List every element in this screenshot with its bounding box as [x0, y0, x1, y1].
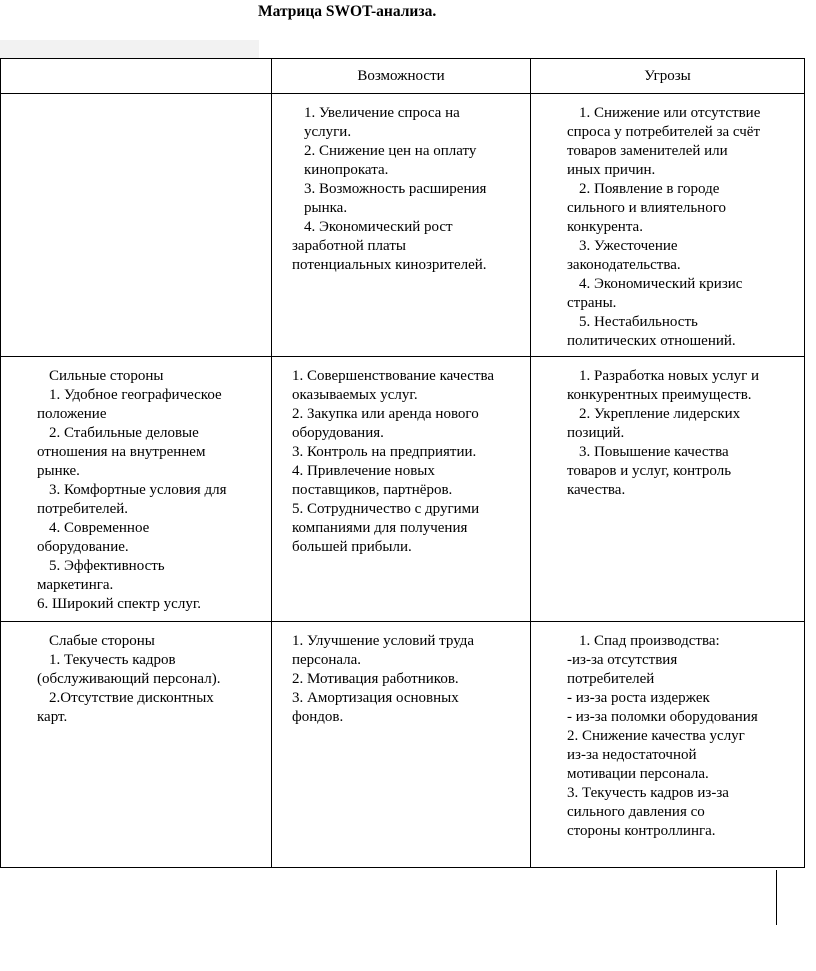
- list-line: кинопроката.: [304, 162, 389, 178]
- list-line: 1. Удобное географическое: [49, 387, 222, 403]
- list-line: мотивации персонала.: [567, 766, 709, 782]
- list-line: - из-за поломки оборудования: [567, 709, 758, 725]
- list-line: оборудования.: [292, 425, 384, 441]
- document-title: Матрица SWOT-анализа.: [258, 3, 437, 20]
- weaknesses-heading: Слабые стороны: [49, 633, 155, 649]
- list-line: 6. Широкий спектр услуг.: [37, 596, 202, 612]
- list-line: 3. Контроль на предприятии.: [292, 444, 477, 460]
- list-line: 3. Ужесточение: [579, 238, 678, 254]
- list-line: оказываемых услуг.: [292, 387, 418, 403]
- list-line: положение: [37, 406, 107, 422]
- list-line: 1. Спад производства:: [579, 633, 720, 649]
- threats-list: [531, 94, 804, 351]
- list-line: отношения на внутреннем: [37, 444, 206, 460]
- list-line: 3. Комфортные условия для: [49, 482, 227, 498]
- list-line: стороны контроллинга.: [567, 823, 716, 839]
- list-line: 3. Возможность расширения: [304, 181, 487, 197]
- wt-strategies-cell: [531, 622, 805, 868]
- strengths-cell: [1, 357, 272, 622]
- list-line: потребителей: [567, 671, 655, 687]
- list-line: сильного давления со: [567, 804, 705, 820]
- swot-matrix-table: [0, 58, 805, 868]
- page-edge-line: [776, 870, 777, 925]
- list-line: потребителей.: [37, 501, 129, 517]
- empty-corner-cell: [1, 94, 272, 357]
- list-line: рынке.: [37, 463, 80, 479]
- list-line: поставщиков, партнёров.: [292, 482, 453, 498]
- list-line: сильного и влиятельного: [567, 200, 726, 216]
- list-line: услуги.: [304, 124, 352, 140]
- list-line: страны.: [567, 295, 617, 311]
- list-line: потенциальных кинозрителей.: [292, 257, 487, 273]
- list-line: конкурента.: [567, 219, 643, 235]
- list-line: 5. Сотрудничество с другими: [292, 501, 480, 517]
- list-line: карт.: [37, 709, 68, 725]
- list-line: рынка.: [304, 200, 348, 216]
- header-opportunities: Возможности: [272, 59, 531, 94]
- list-line: 5. Нестабильность: [579, 314, 698, 330]
- list-line: 4. Современное: [49, 520, 150, 536]
- threats-cell: [531, 94, 805, 357]
- list-line: (обслуживающий персонал).: [37, 671, 221, 687]
- weaknesses-list: [1, 622, 271, 727]
- list-line: из-за недостаточной: [567, 747, 697, 763]
- list-line: качества.: [567, 482, 626, 498]
- list-line: конкурентных преимуществ.: [567, 387, 752, 403]
- list-line: 2. Мотивация работников.: [292, 671, 459, 687]
- list-line: -из-за отсутствия: [567, 652, 678, 668]
- opportunities-threats-row: [1, 94, 805, 357]
- list-line: большей прибыли.: [292, 539, 412, 555]
- weaknesses-row: [1, 622, 805, 868]
- so-strategies-cell: [272, 357, 531, 622]
- list-line: - из-за роста издержек: [567, 690, 710, 706]
- list-line: компаниями для получения: [292, 520, 468, 536]
- st-strategies-cell: [531, 357, 805, 622]
- list-line: товаров заменителей или: [567, 143, 728, 159]
- list-line: 1. Текучесть кадров: [49, 652, 176, 668]
- list-line: 2. Закупка или аренда нового: [292, 406, 479, 422]
- list-line: маркетинга.: [37, 577, 114, 593]
- opportunities-list: [272, 94, 530, 275]
- header-threats: Угрозы: [531, 59, 805, 94]
- list-line: 1. Увеличение спроса на: [304, 105, 460, 121]
- list-line: товаров и услуг, контроль: [567, 463, 732, 479]
- list-line: 2.Отсутствие дисконтных: [49, 690, 214, 706]
- list-line: 2. Укрепление лидерских: [579, 406, 741, 422]
- list-line: 2. Снижение качества услуг: [567, 728, 745, 744]
- list-line: 4. Экономический кризис: [579, 276, 743, 292]
- opportunities-cell: [272, 94, 531, 357]
- list-line: 1. Снижение или отсутствие: [579, 105, 761, 121]
- list-line: оборудование.: [37, 539, 129, 555]
- strengths-heading: Сильные стороны: [49, 368, 164, 384]
- list-line: 3. Амортизация основных: [292, 690, 459, 706]
- list-line: 3. Повышение качества: [579, 444, 729, 460]
- list-line: 5. Эффективность: [49, 558, 165, 574]
- so-strategies-list: [272, 357, 530, 557]
- wo-strategies-cell: [272, 622, 531, 868]
- list-line: 3. Текучесть кадров из-за: [567, 785, 729, 801]
- list-line: 2. Стабильные деловые: [49, 425, 199, 441]
- list-line: 1. Разработка новых услуг и: [579, 368, 760, 384]
- list-line: спроса у потребителей за счёт: [567, 124, 761, 140]
- list-line: 1. Улучшение условий труда: [292, 633, 475, 649]
- list-line: политических отношений.: [567, 333, 736, 349]
- st-strategies-list: [531, 357, 804, 500]
- header-row: [1, 59, 805, 94]
- list-line: персонала.: [292, 652, 362, 668]
- list-line: 4. Экономический рост: [304, 219, 453, 235]
- strengths-row: [1, 357, 805, 622]
- strengths-list: [1, 357, 271, 614]
- header-empty-cell: [1, 59, 272, 94]
- list-line: позиций.: [567, 425, 625, 441]
- list-line: 4. Привлечение новых: [292, 463, 435, 479]
- list-line: 2. Снижение цен на оплату: [304, 143, 477, 159]
- list-line: 1. Совершенствование качества: [292, 368, 495, 384]
- wo-strategies-list: [272, 622, 530, 727]
- list-line: законодательства.: [567, 257, 681, 273]
- list-line: заработной платы: [292, 238, 406, 254]
- list-line: фондов.: [292, 709, 344, 725]
- weaknesses-cell: [1, 622, 272, 868]
- list-line: 2. Появление в городе: [579, 181, 720, 197]
- wt-strategies-list: [531, 622, 804, 841]
- grey-highlight-bar: [0, 40, 259, 58]
- list-line: иных причин.: [567, 162, 656, 178]
